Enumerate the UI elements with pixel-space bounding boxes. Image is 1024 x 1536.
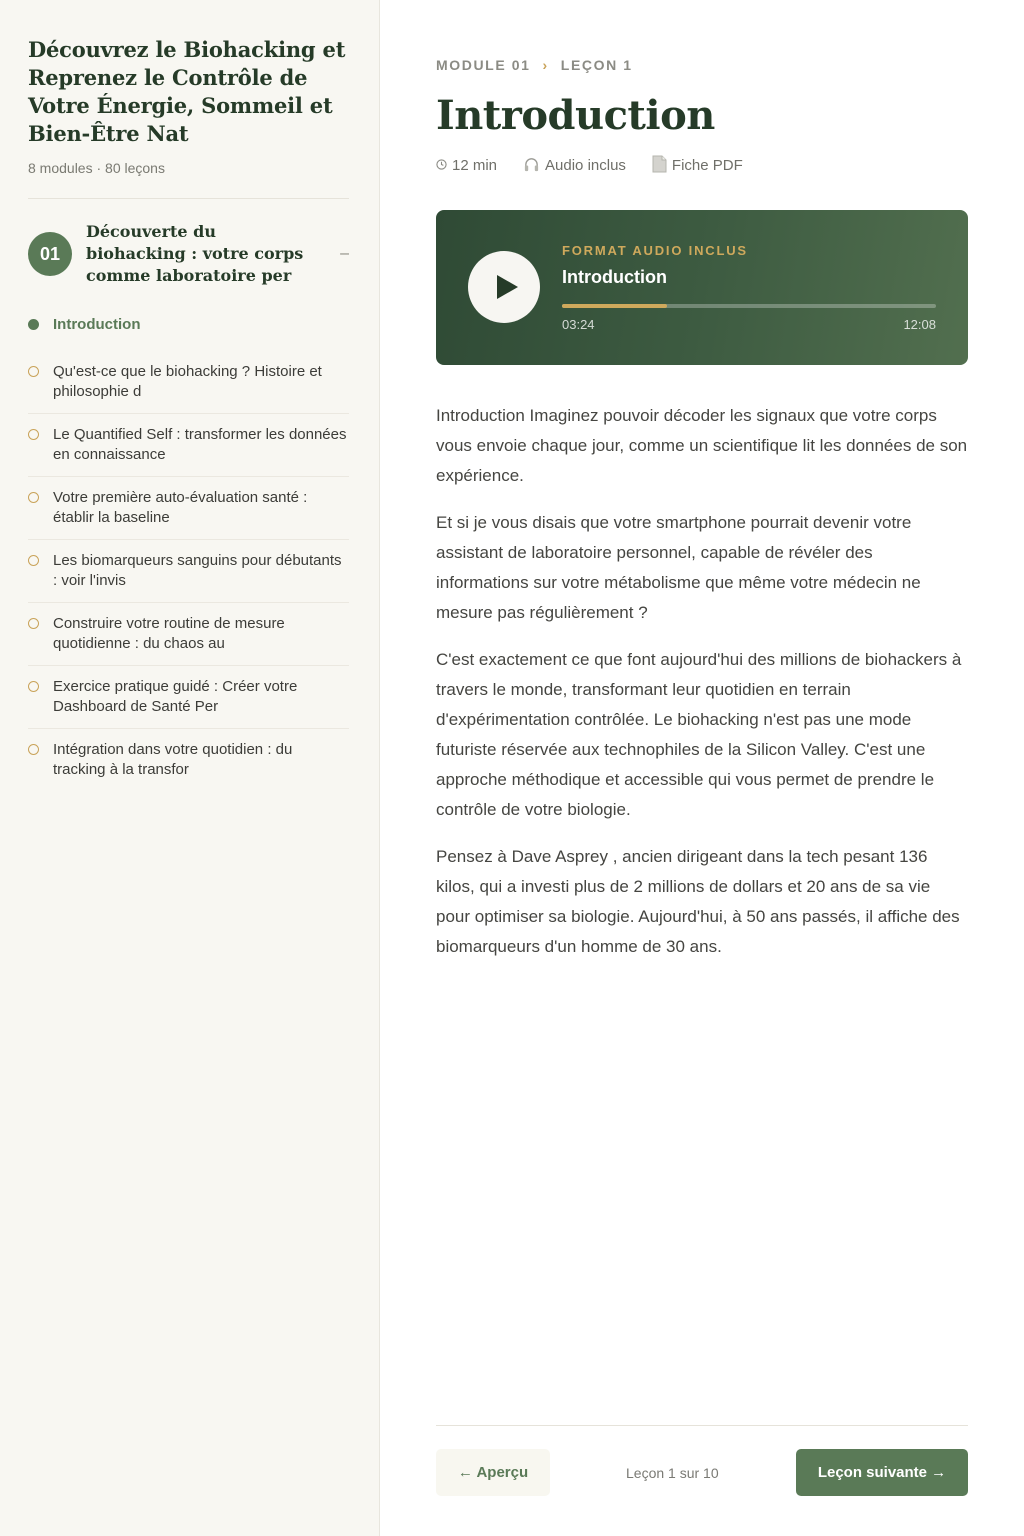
lesson-label: Intégration dans votre quotidien : du tracking à la transfor (53, 741, 293, 778)
collapse-icon[interactable]: – (340, 245, 349, 262)
document-icon (652, 155, 667, 176)
breadcrumb (436, 57, 968, 73)
lesson-item[interactable] (28, 729, 349, 791)
play-button[interactable] (468, 251, 540, 323)
lesson-meta (436, 155, 968, 176)
lesson-status-icon (28, 366, 39, 377)
lesson-item[interactable] (28, 603, 349, 666)
audio-current-time: 03:24 (562, 317, 595, 332)
lesson-label: Les biomarqueurs sanguins pour débutants : voir l'invis (53, 552, 342, 589)
lesson-list (28, 307, 349, 791)
lesson-label: Qu'est-ce que le biohacking ? Histoire et philosophie d (53, 363, 322, 400)
audio-text: Audio inclus (545, 157, 626, 174)
lesson-item[interactable] (28, 351, 349, 414)
lesson-status-icon (28, 744, 39, 755)
lesson-status-icon (28, 319, 39, 330)
content-paragraph: Introduction Imaginez pouvoir décoder les signaux que votre corps vous envoie chaque jour, comme un scientifique lit les données de son expérience. (436, 406, 968, 485)
lesson-label: Votre première auto-évaluation santé : établir la baseline (53, 489, 308, 526)
lesson-label: Construire votre routine de mesure quotidienne : du chaos au (53, 615, 285, 652)
course-sidebar (0, 0, 380, 1536)
sidebar-divider (28, 198, 349, 199)
content-paragraph: Pensez à Dave Asprey , ancien dirigeant dans la tech pesant 136 kilos, qui a investi plus de 2 millions de dollars et 20 ans de sa vie pour optimiser sa biologie. Aujourd'hui, à 50 ans passés, il affiche des biomarqueurs d'un homme de 30 ans. (436, 847, 960, 956)
lesson-label: Exercice pratique guidé : Créer votre Dashboard de Santé Per (53, 678, 298, 715)
lesson-counter: Leçon 1 sur 10 (626, 1465, 719, 1481)
module-header[interactable] (28, 221, 349, 287)
page-title: Introduction (436, 92, 715, 139)
lesson-item[interactable] (28, 414, 349, 477)
lesson-status-icon (28, 429, 39, 440)
duration-text: 12 min (452, 157, 498, 174)
headphones-icon (523, 156, 540, 176)
breadcrumb-separator-icon: › (542, 57, 549, 73)
module-number-badge: 01 (28, 232, 72, 276)
content-paragraph: Et si je vous disais que votre smartphone pourrait devenir votre assistant de laboratoire personnel, capable de révéler des informations sur votre métabolisme que même votre médecin ne mesure pas régulièrement ? (436, 513, 921, 622)
breadcrumb-module[interactable]: MODULE 01 (436, 57, 531, 73)
clock-icon (436, 158, 447, 173)
duration-meta (436, 157, 497, 174)
lesson-status-icon (28, 555, 39, 566)
audio-format-label: FORMAT AUDIO INCLUS (562, 243, 748, 258)
audio-total-time: 12:08 (903, 317, 936, 332)
lesson-status-icon (28, 492, 39, 503)
audio-progress-fill (562, 304, 667, 308)
lesson-content (436, 401, 968, 962)
breadcrumb-lesson: LEÇON 1 (560, 57, 633, 73)
audio-progress-track[interactable] (562, 304, 936, 308)
lesson-label: Introduction (53, 316, 141, 333)
module-title: Découverte du biohacking : votre corps comme laboratoire per (86, 222, 304, 285)
lesson-item-introduction[interactable] (28, 307, 349, 351)
lesson-item[interactable] (28, 540, 349, 603)
lesson-main (436, 0, 968, 979)
lesson-item[interactable] (28, 477, 349, 540)
lesson-status-icon (28, 618, 39, 629)
lesson-status-icon (28, 681, 39, 692)
play-icon (495, 274, 519, 300)
lesson-item[interactable] (28, 666, 349, 729)
course-meta: 8 modules · 80 leçons (28, 160, 165, 176)
audio-title: Introduction (562, 267, 667, 287)
lesson-footer (436, 1425, 968, 1481)
previous-button[interactable]: ← Aperçu (436, 1449, 550, 1496)
audio-player (436, 210, 968, 365)
next-lesson-button[interactable]: Leçon suivante → (796, 1449, 968, 1496)
pdf-text: Fiche PDF (671, 157, 743, 174)
lesson-label: Le Quantified Self : transformer les données en connaissance (53, 426, 347, 463)
content-paragraph: C'est exactement ce que font aujourd'hui des millions de biohackers à travers le monde, transformant leur quotidien en terrain d'expérimentation contrôlée. Le biohacking n'est pas une mode futuriste réservée aux technophiles de la Silicon Valley. C'est une approche méthodique et accessible qui vous permet de prendre le contrôle de votre biologie. (436, 650, 962, 819)
pdf-meta[interactable] (652, 155, 743, 176)
course-title: Découvrez le Biohacking et Reprenez le Contrôle de Votre Énergie, Sommeil et Bien-Être Nat (28, 37, 346, 146)
audio-meta (523, 156, 626, 176)
